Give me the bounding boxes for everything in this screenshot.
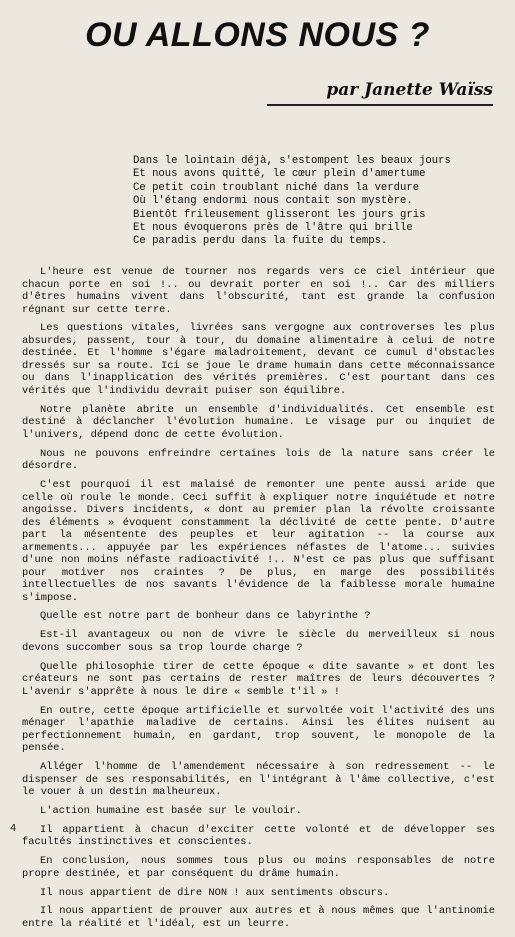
poem-line: Ce paradis perdu dans la fuite du temps. <box>133 235 388 248</box>
poem-line: Et nous évoquerons près de l'âtre qui brille <box>133 222 413 235</box>
article-byline: par Janette Waïss <box>326 80 493 100</box>
body-paragraph: Il nous appartient de prouver aux autres et à nous mêmes que l'antinomie entre la réalité et l'idéal, est un leurre. <box>22 905 495 930</box>
body-paragraph: C'est pourquoi il est malaisé de remonter une pente aussi aride que celle où roule le monde. Ceci suffit à expliquer notre inquiétude et notre angoisse. Divers incidents, « dont au premier plan la révolte croissante des éléments » évoquent constamment la déclivité de cette pente. D'autre part la mésentente des peuples et leur agitation -- la course aux armements... appuyée par les expériences néfastes de l'atome... suivies d'une non moins néfaste radioactivité !.. N'est ce pas plus que suffisant pour motiver nos craintes ? De plus, en marge des possibilités intellectuelles de nos savants l'évidence de la faiblesse morale humaine s'impose. <box>22 479 495 604</box>
body-paragraph: Il appartient à chacun d'exciter cette volonté et de développer ses facultés instinctives et conscientes. <box>22 823 495 849</box>
page-number: 4 <box>10 823 17 834</box>
body-paragraph: Alléger l'homme de l'amendement nécessaire à son redressement -- le dispenser de ses responsabilités, en l'intégrant à l'âme collective, c'est le vouer à un destin malheureux. <box>22 761 495 799</box>
poem-line: Et nous avons quitté, le cœur plein d'amertume <box>133 168 426 181</box>
poem-line: Bientôt frileusement glisseront les jours gris <box>133 208 426 221</box>
body-paragraph: En conclusion, nous sommes tous plus ou moins responsables de notre propre destinée, et par conséquent du drâme humain. <box>22 855 495 880</box>
body-paragraph: Il nous appartient de dire NON ! aux sentiments obscurs. <box>40 886 390 899</box>
poem-line: Ce petit coin troublant niché dans la verdure <box>133 181 420 194</box>
body-paragraph: Est-il avantageux ou non de vivre le siècle du merveilleux si nous devons succomber sous sa trop lourde charge ? <box>22 629 495 654</box>
poem-line: Où l'étang endormi nous contait son mystère. <box>133 195 413 208</box>
article-body <box>22 266 495 937</box>
byline-underline <box>267 104 493 106</box>
body-paragraph: Quelle est notre part de bonheur dans ce labyrinthe ? <box>40 610 371 623</box>
body-paragraph: En outre, cette époque artificielle et survoltée voit l'activité des uns ménager l'apathie maladive de certains. Ainsi les élites nuisent au perfectionnement humain, en gardant, trop souvent, le monopole de la pensée. <box>22 704 495 755</box>
body-paragraph: Notre planète abrite un ensemble d'individualités. Cet ensemble est destiné à déclancher l'évolution humaine. Le visage pur ou inquiet de l'univers, dépend donc de cette évolution. <box>22 403 495 441</box>
article-title: OU ALLONS NOUS ? <box>85 16 430 54</box>
body-paragraph: Quelle philosophie tirer de cette époque « dite savante » et dont les créateurs ne sont pas certains de rester maîtres de leurs découvertes ? L'avenir s'apprête à nous le dire « semble t'il » ! <box>22 660 495 698</box>
body-paragraph: L'heure est venue de tourner nos regards vers ce ciel intérieur que chacun porte en soi !.. ou devrait porter en soi !.. Car des milliers d'êtres humains vivent dans l'obscurité, tant est grande la confusion régnant sur cette terre. <box>22 266 495 316</box>
poem-stanza <box>133 155 451 249</box>
body-paragraph: Les questions vitales, livrées sans vergogne aux controverses les plus absurdes, passent, tour à tour, du domaine alimentaire à celui de notre destinée. Et l'homme s'égare maladroitement, devant ce cumul d'obstacles dressés sur sa route. Ici se joue le drame humain dans cette méconnaissance ou dans l'inapplication des vérités premières. C'est pourtant dans ces vérités que l'individu devrait puiser son équilibre. <box>22 322 495 397</box>
body-paragraph: Nous ne pouvons enfreindre certaines lois de la nature sans créer le désordre. <box>22 447 495 473</box>
body-paragraph: L'action humaine est basée sur le vouloir. <box>40 804 302 817</box>
poem-line: Dans le lointain déjà, s'estompent les beaux jours <box>133 155 451 167</box>
